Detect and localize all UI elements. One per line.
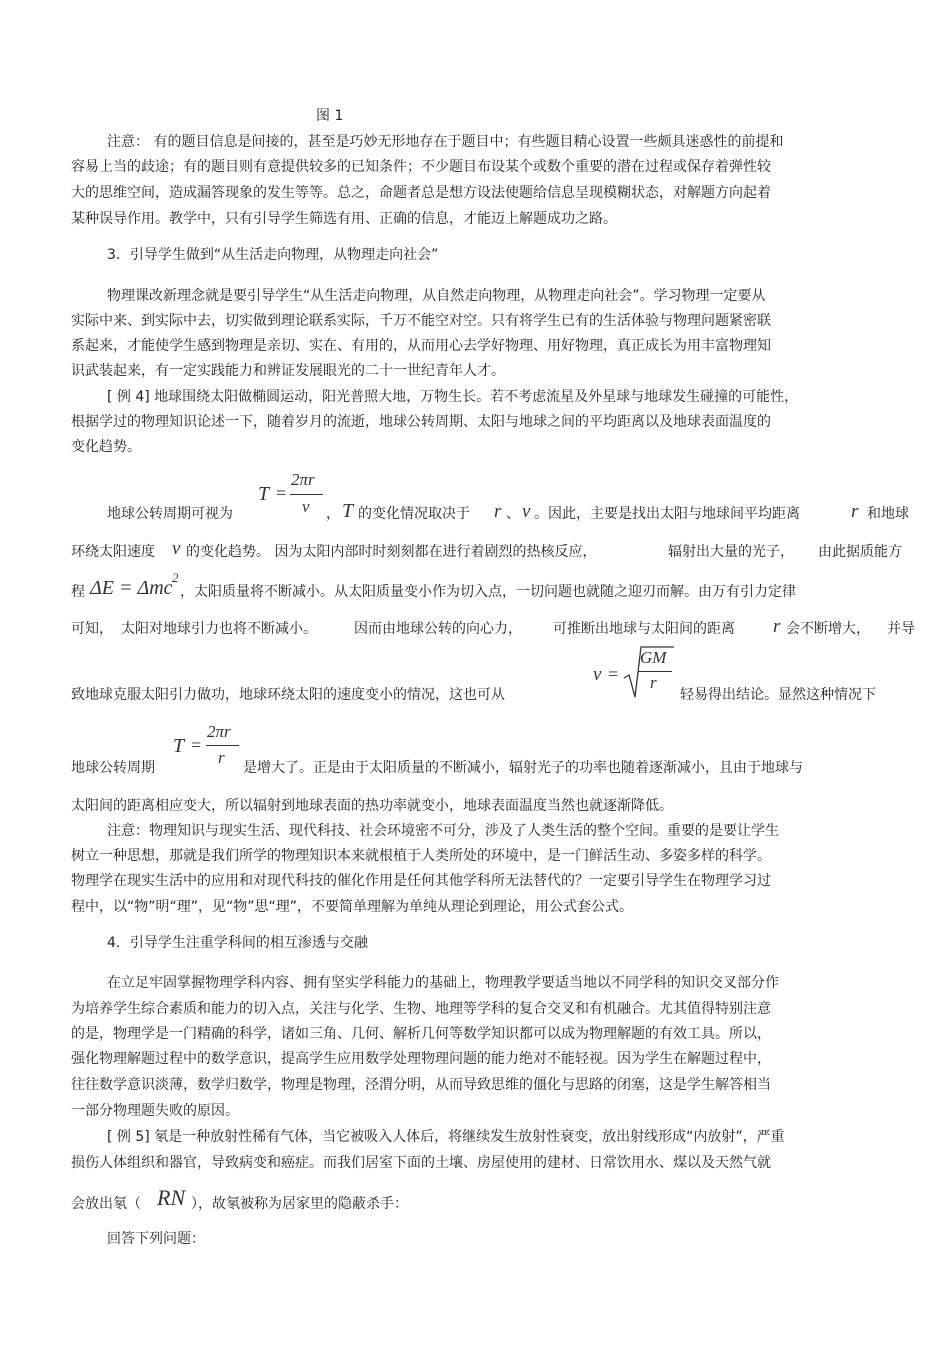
solution-text: 地球公转周期可视为 (107, 506, 233, 522)
formula-symbol: r (218, 748, 225, 767)
solution-text: 地球公转周期 (71, 760, 155, 776)
example4-line-3: 变化趋势。 (71, 439, 141, 455)
solution-text: 的变化趋势。 因为太阳内部时时刻刻都在进行着剧烈的热核反应， (186, 544, 597, 560)
para3-line-2: 实际中来、到实际中去，切实做到理论联系实际，千万不能空对空。只有将学生已有的生活体验与物理问题紧密联 (71, 313, 771, 329)
formula-symbol: r (650, 673, 657, 692)
formula-symbol: 2 (172, 570, 179, 585)
solution-text: 是增大了。正是由于太阳质量的不断减小，辐射光子的功率也随着逐渐减小，且由于地球与 (243, 760, 803, 776)
note2-line-1: 注意：物理知识与现实生活、现代科技、社会环境密不可分，涉及了人类生活的整个空间。重要的是要让学生 (107, 823, 779, 839)
note2-line-4: 程中，以“物”明“理”，见“物”思“理”，不要简单理解为单纯从理论到理论，用公式套公式。 (71, 899, 634, 915)
note2-line-2: 树立一种思想，那就是我们所学的物理知识本来就根植于人类所处的环境中，是一门鲜活生动、多姿多样的科学。 (71, 848, 771, 864)
example5-line-3b: ），故氡被称为居家里的隐蔽杀手： (191, 1196, 408, 1212)
solution-text: 由此据质能方 (818, 544, 902, 560)
solution-text: 太阳间的距离相应变大，所以辐射到地球表面的热功率就变小，地球表面温度当然也就逐渐降低。 (71, 798, 673, 814)
solution-text: 辐射出大量的光子， (668, 544, 794, 560)
mass-energy-formula: ΔE = Δmc (90, 577, 173, 599)
para4-line-5: 往往数学意识淡薄，数学归数学，物理是物理，泾渭分明，从而导致思维的僵化与思路的闭塞，这是学生解答相当 (71, 1077, 771, 1093)
solution-text: 。因此，主要是找出太阳与地球间平均距离 (534, 506, 800, 522)
solution-text: 太阳对地球引力也将不断减小。 (121, 621, 317, 637)
formula-symbol: v (522, 501, 531, 522)
section-heading-3: 3．引导学生做到“从生活走向物理，从物理走向社会” (107, 247, 439, 263)
section-heading-4: 4．引导学生注重学科间的相互渗透与交融 (107, 935, 368, 951)
para4-line-4: 强化物理解题过程中的数学意识，提高学生应用数学处理物理问题的能力绝对不能轻视。因为学生在解题过程中， (71, 1051, 771, 1067)
fraction-bar (290, 494, 323, 495)
note1-line-1: 注意： 有的题目信息是间接的，甚至是巧妙无形地存在于题目中；有些题目精心设置一些颇具迷惑性的前提和 (107, 134, 784, 150)
solution-text: 致地球克服太阳引力做功，地球环绕太阳的速度变小的情况，这也可从 (71, 687, 505, 703)
solution-text: 的变化情况取决于 (358, 506, 470, 522)
note1-line-3: 大的思维空间，造成漏答现象的发生等等。总之，命题者总是想方设法使题给信息呈现模糊状态，对解题方向起着 (71, 185, 771, 201)
solution-text: ，太阳质量将不断减小。从太阳质量变小作为切入点，一切问题也就随之迎刃而解。由万有引力定律 (180, 584, 796, 600)
para4-line-2: 为培养学生综合素质和能力的切入点，关注与化学、生物、地理等学科的复合交叉和有机融合。尤其值得特别注意 (71, 1001, 771, 1017)
formula-symbol: = (191, 735, 202, 755)
formula-symbol: = (608, 664, 619, 684)
example4-line-2: 根据学过的物理知识论述一下，随着岁月的流逝，地球公转周期、太阳与地球之间的平均距离以及地球表面温度的 (71, 414, 771, 430)
para3-line-4: 识武装起来，有一定实践能力和辨证发展眼光的二十一世纪青年人才。 (71, 363, 505, 379)
solution-text: ， (326, 506, 340, 522)
formula-symbol: GM (640, 648, 667, 667)
para4-line-1: 在立足牢固掌握物理学科内容、拥有坚实学科能力的基础上，物理教学要适当地以不同学科的知识交叉部分作 (107, 975, 779, 991)
para3-line-1: 物理课改新理念就是要引导学生“从生活走向物理，从自然走向物理，从物理走向社会”。学习物理一定要从 (107, 288, 766, 304)
solution-text: 并导 (887, 621, 915, 637)
fraction-bar (638, 671, 672, 672)
radon-symbol: RN (157, 1185, 186, 1210)
solution-text: 轻易得出结论。显然这种情况下 (680, 687, 876, 703)
formula-symbol: T (258, 483, 270, 505)
formula-symbol: r (851, 501, 859, 522)
formula-symbol: v (172, 538, 181, 559)
solution-text: 环绕太阳速度 (71, 544, 155, 560)
formula-symbol: r (773, 616, 781, 637)
formula-symbol: T (173, 735, 185, 757)
example5-line-2: 损伤人体组织和器官，导致病变和癌症。而我们居室下面的土壤、房屋使用的建材、日常饮用水、煤以及天然气就 (71, 1155, 771, 1171)
note2-line-3: 物理学在现实生活中的应用和对现代科技的催化作用是任何其他学科所无法替代的？一定要引导学生在物理学习过 (71, 873, 771, 889)
solution-text: 程 (71, 584, 85, 600)
fraction-bar (206, 745, 239, 746)
solution-text: 和地球 (867, 506, 909, 522)
example5-line-1: [ 例 5] 氡是一种放射性稀有气体，当它被吸入人体后，将继续发生放射性衰变，放出射线形成“内放射”，严重 (107, 1129, 785, 1145)
example4-line-1: [ 例 4] 地球围绕太阳做椭圆运动，阳光普照大地，万物生长。若不考虑流星及外星球与地球发生碰撞的可能性， (107, 389, 799, 405)
formula-symbol: T (342, 500, 354, 522)
para4-line-3: 的是，物理学是一门精确的科学，诸如三角、几何、解析几何等数学知识都可以成为物理解题的有效工具。所以， (71, 1026, 771, 1042)
answer-prompt: 回答下列问题： (107, 1231, 205, 1247)
formula-symbol: r (494, 501, 502, 522)
para4-line-6: 一部分物理题失败的原因。 (71, 1103, 239, 1119)
formula-symbol: 2πr (207, 722, 231, 741)
formula-symbol: v (302, 497, 310, 516)
solution-text: 因而由地球公转的向心力， (354, 621, 522, 637)
para3-line-3: 系起来，才能使学生感到物理是亲切、实在、有用的，从而用心去学好物理、用好物理，真正成长为用丰富物理知 (71, 338, 771, 354)
example5-line-3: 会放出氡（ (71, 1196, 141, 1212)
figure-caption: 图 1 (316, 108, 344, 124)
solution-text: 、 (506, 506, 520, 522)
note1-line-4: 某种误导作用。教学中，只有引导学生筛选有用、正确的信息，才能迈上解题成功之路。 (71, 211, 617, 227)
solution-text: 可推断出地球与太阳间的距离 (553, 621, 735, 637)
solution-text: 会不断增大， (786, 621, 870, 637)
formula-symbol: v (593, 664, 602, 685)
solution-text: 可知， (71, 621, 113, 637)
formula-symbol: = (276, 483, 287, 503)
formula-symbol: 2πr (291, 470, 315, 489)
note1-line-2: 容易上当的歧途；有的题目则有意提供较多的已知条件；不少题目布设某个或数个重要的潜在过程或保存着弹性较 (71, 159, 771, 175)
